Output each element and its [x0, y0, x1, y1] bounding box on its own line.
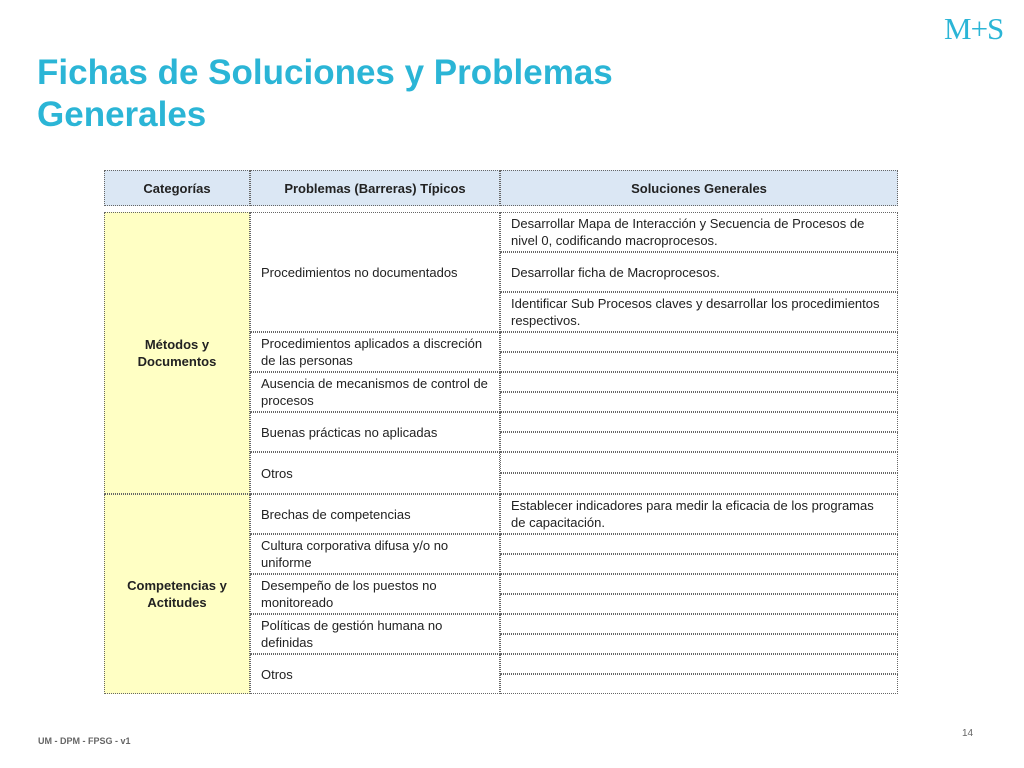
header-categories: Categorías [104, 170, 250, 206]
solution-cell [500, 574, 898, 594]
solution-cell [500, 554, 898, 574]
problem-cell: Desempeño de los puestos no monitoreado [250, 574, 500, 614]
solution-cell: Desarrollar ficha de Macroprocesos. [500, 252, 898, 292]
category-cell: Competencias y Actitudes [104, 494, 250, 694]
solution-cell [500, 432, 898, 452]
problem-cell: Otros [250, 654, 500, 694]
brand-logo: M+S [944, 11, 1004, 46]
solution-cell [500, 634, 898, 654]
solution-cell [500, 473, 898, 494]
solution-cell: Desarrollar Mapa de Interacción y Secuencia de Procesos de nivel 0, codificando macroprocesos. [500, 212, 898, 252]
solution-cell [500, 332, 898, 352]
footer-code: UM - DPM - FPSG - v1 [38, 736, 131, 746]
problem-cell: Procedimientos no documentados [250, 212, 500, 332]
problem-cell: Cultura corporativa difusa y/o no uniforme [250, 534, 500, 574]
problem-cell: Políticas de gestión humana no definidas [250, 614, 500, 654]
solution-cell [500, 674, 898, 694]
solution-cell: Identificar Sub Procesos claves y desarrollar los procedimientos respectivos. [500, 292, 898, 332]
solution-cell [500, 534, 898, 554]
solution-cell [500, 594, 898, 614]
solution-cell [500, 392, 898, 412]
header-problems: Problemas (Barreras) Típicos [250, 170, 500, 206]
page-number: 14 [962, 728, 974, 739]
solution-cell [500, 614, 898, 634]
solution-cell [500, 412, 898, 432]
solutions-problems-table [104, 170, 898, 694]
problem-cell: Procedimientos aplicados a discreción de las personas [250, 332, 500, 372]
problem-cell: Brechas de competencias [250, 494, 500, 534]
solution-cell [500, 452, 898, 473]
header-solutions: Soluciones Generales [500, 170, 898, 206]
problem-cell: Ausencia de mecanismos de control de procesos [250, 372, 500, 412]
solution-cell: Establecer indicadores para medir la eficacia de los programas de capacitación. [500, 494, 898, 534]
page-title: Fichas de Soluciones y Problemas Generales [37, 53, 613, 134]
solution-cell [500, 352, 898, 372]
problem-cell: Buenas prácticas no aplicadas [250, 412, 500, 452]
category-cell: Métodos y Documentos [104, 212, 250, 494]
problem-cell: Otros [250, 452, 500, 494]
solution-cell [500, 654, 898, 674]
solution-cell [500, 372, 898, 392]
